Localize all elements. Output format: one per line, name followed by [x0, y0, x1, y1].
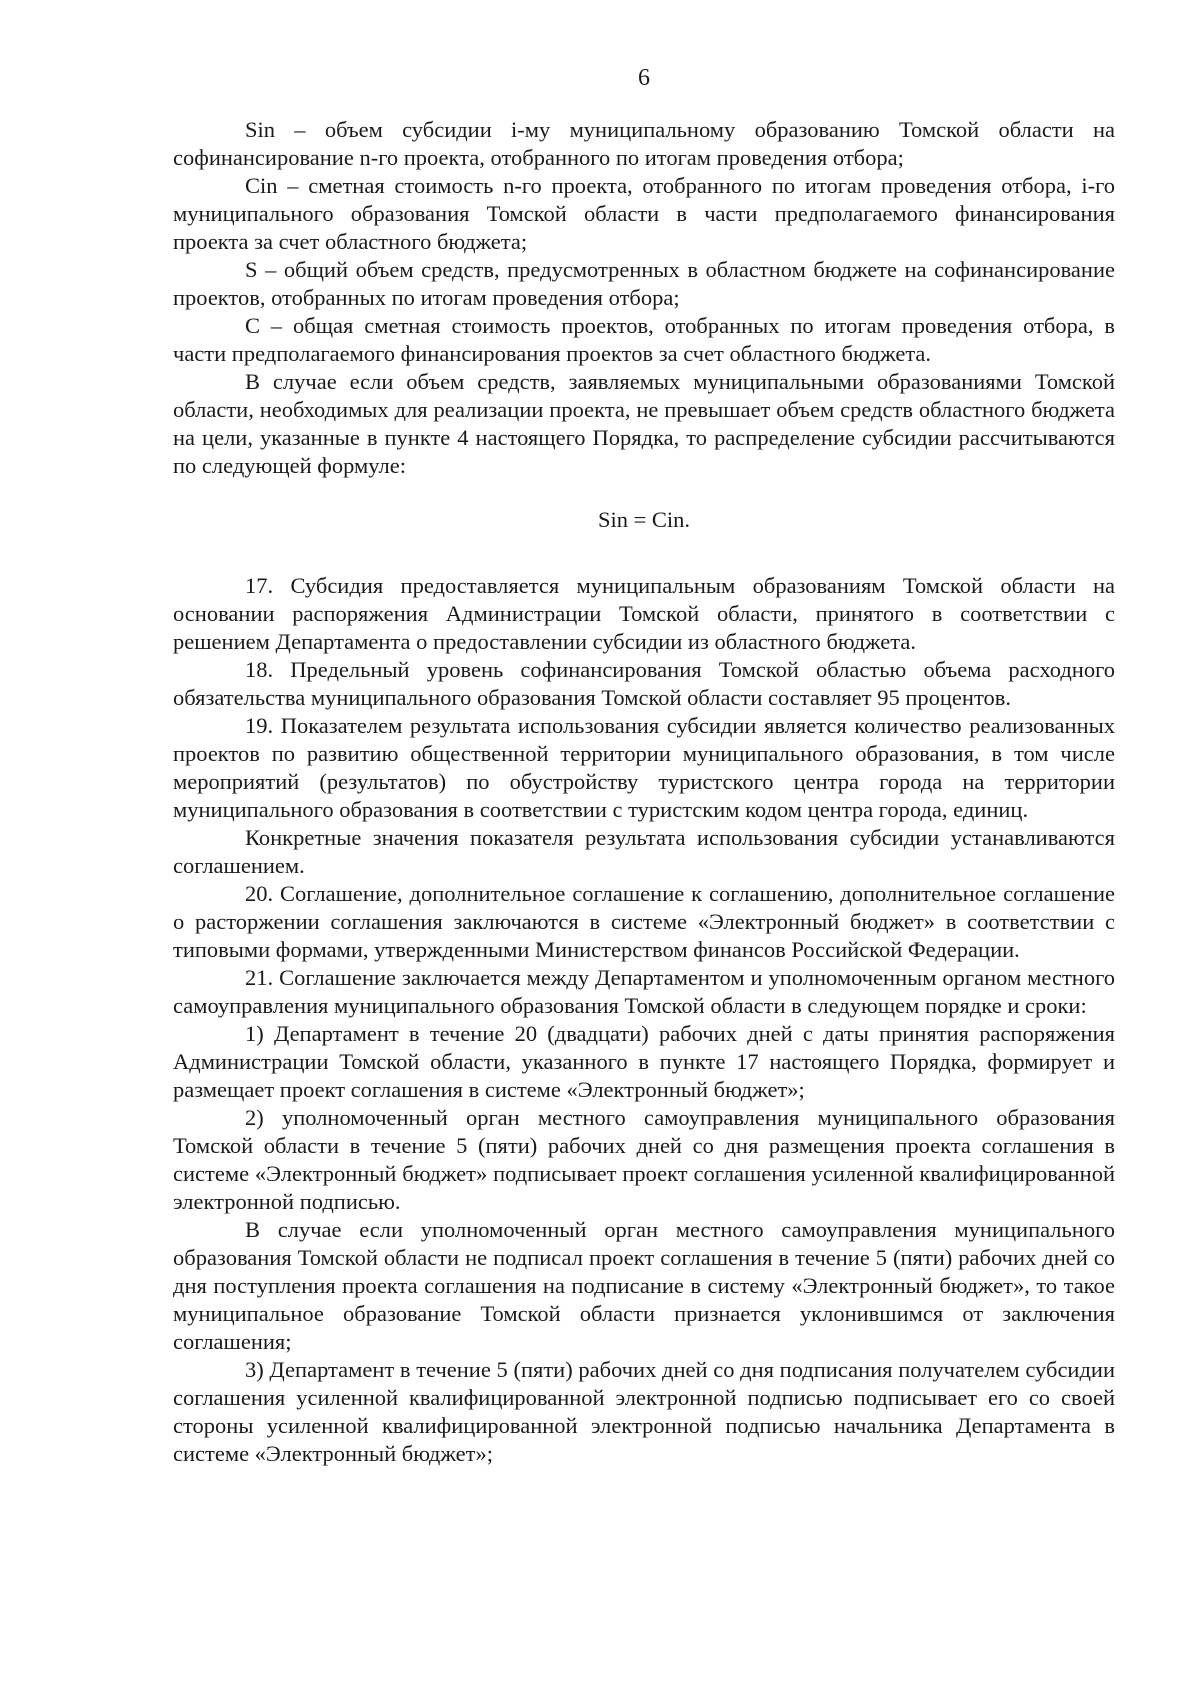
clause-17: 17. Субсидия предоставляется муниципальным образованиям Томской области на основании распоряжения Администрации Томской области, принятого в соответствии с решением Департамента о предоставлении субсидии из областного бюджета.	[173, 573, 1115, 654]
clause-19-values: Конкретные значения показателя результата использования субсидии устанавливаются соглашением.	[173, 825, 1115, 878]
formula: Sin = Cin.	[597, 507, 691, 532]
clause-21-item-2: 2) уполномоченный орган местного самоуправления муниципального образования Томской области в течение 5 (пяти) рабочих дней со дня размещения проекта соглашения в системе «Электронный бюджет» подписывает проект соглашения усиленной квалифицированной электронной подписью.	[173, 1105, 1115, 1214]
definition-sin: Sin – объем субсидии i-му муниципальному образованию Томской области на софинансирование n-го проекта, отобранного по итогам проведения отбора;	[173, 117, 1115, 170]
page-number: 6	[638, 65, 650, 91]
clause-19: 19. Показателем результата использования субсидии является количество реализованных проектов по развитию общественной территории муниципального образования, в том числе мероприятий (результатов) по обустройству туристского центра города на территории муниципального образования в соответствии с туристским кодом центра города, единиц.	[173, 713, 1115, 822]
definition-c: C – общая сметная стоимость проектов, отобранных по итогам проведения отбора, в части предполагаемого финансирования проектов за счет областного бюджета.	[173, 313, 1115, 366]
document-page	[173, 64, 1115, 1468]
formula-intro-paragraph: В случае если объем средств, заявляемых муниципальными образованиями Томской области, необходимых для реализации проекта, не превышает объем средств областного бюджета на цели, указанные в пункте 4 настоящего Порядка, то распределение субсидии рассчитываются по следующей формуле:	[173, 369, 1115, 478]
clause-21-item-1: 1) Департамент в течение 20 (двадцати) рабочих дней с даты принятия распоряжения Администрации Томской области, указанного в пункте 17 настоящего Порядка, формирует и размещает проект соглашения в системе «Электронный бюджет»;	[173, 1021, 1115, 1102]
definition-s: S – общий объем средств, предусмотренных в областном бюджете на софинансирование проектов, отобранных по итогам проведения отбора;	[173, 257, 1115, 310]
clause-21: 21. Соглашение заключается между Департаментом и уполномоченным органом местного самоуправления муниципального образования Томской области в следующем порядке и сроки:	[173, 965, 1115, 1018]
clause-21-evasion: В случае если уполномоченный орган местного самоуправления муниципального образования Томской области не подписал проект соглашения в течение 5 (пяти) рабочих дней со дня поступления проекта соглашения на подписание в систему «Электронный бюджет», то такое муниципальное образование Томской области признается уклонившимся от заключения соглашения;	[173, 1217, 1115, 1354]
clause-18: 18. Предельный уровень софинансирования Томской областью объема расходного обязательства муниципального образования Томской области составляет 95 процентов.	[173, 657, 1115, 710]
definition-cin: Cin – сметная стоимость n-го проекта, отобранного по итогам проведения отбора, i-го муниципального образования Томской области в части предполагаемого финансирования проекта за счет областного бюджета;	[173, 173, 1115, 254]
clause-20: 20. Соглашение, дополнительное соглашение к соглашению, дополнительное соглашение о расторжении соглашения заключаются в системе «Электронный бюджет» в соответствии с типовыми формами, утвержденными Министерством финансов Российской Федерации.	[173, 881, 1115, 962]
clause-21-item-3: 3) Департамент в течение 5 (пяти) рабочих дней со дня подписания получателем субсидии соглашения усиленной квалифицированной электронной подписью подписывает его со своей стороны усиленной квалифицированной электронной подписью начальника Департамента в системе «Электронный бюджет»;	[173, 1357, 1115, 1466]
